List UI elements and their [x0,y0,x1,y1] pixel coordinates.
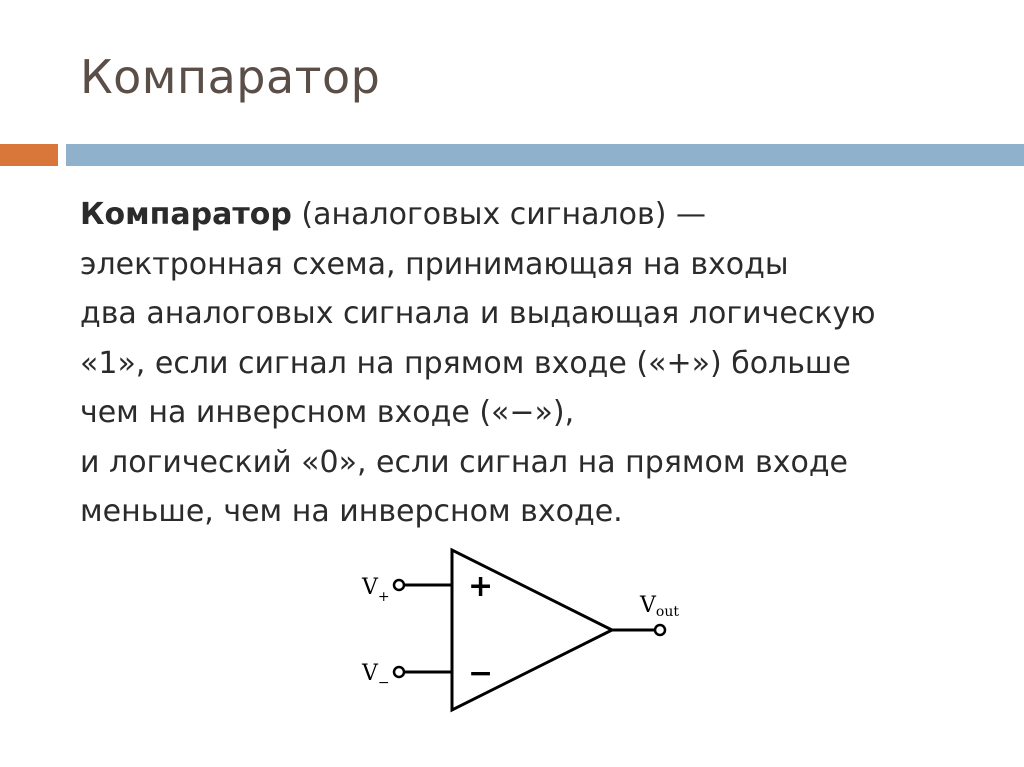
input-minus-label: $V_-$ [362,661,390,691]
input-plus-label: $V_+$ [362,575,390,605]
output-terminal [655,625,665,635]
definition-term: Компаратор [80,197,292,232]
definition-line-5: чем на инверсном входе («−»), [80,395,575,430]
comparator-diagram [350,540,710,720]
definition-line-2: электронная схема, принимающая на входы [80,246,789,282]
definition-text [80,190,980,537]
accent-bar-orange [0,144,58,166]
definition-line-3: два аналоговых сигнала и выдающая логическую [80,296,876,331]
input-minus-terminal [394,667,404,677]
input-plus-terminal [394,580,404,590]
output-label: Vout [640,593,679,620]
minus-sign: − [468,656,494,691]
definition-line-6: и логический «0», если сигнал на прямом входе [80,444,849,480]
definition-line-7: меньше, чем на инверсном входе. [80,494,623,529]
plus-sign: + [468,569,494,604]
slide-title: Компаратор [80,50,381,104]
accent-bar-blue [66,144,1024,166]
definition-line-1: Компаратор (аналоговых сигналов) — [80,197,706,232]
definition-line-4: «1», если сигнал на прямом входе («+») больше [80,345,851,381]
